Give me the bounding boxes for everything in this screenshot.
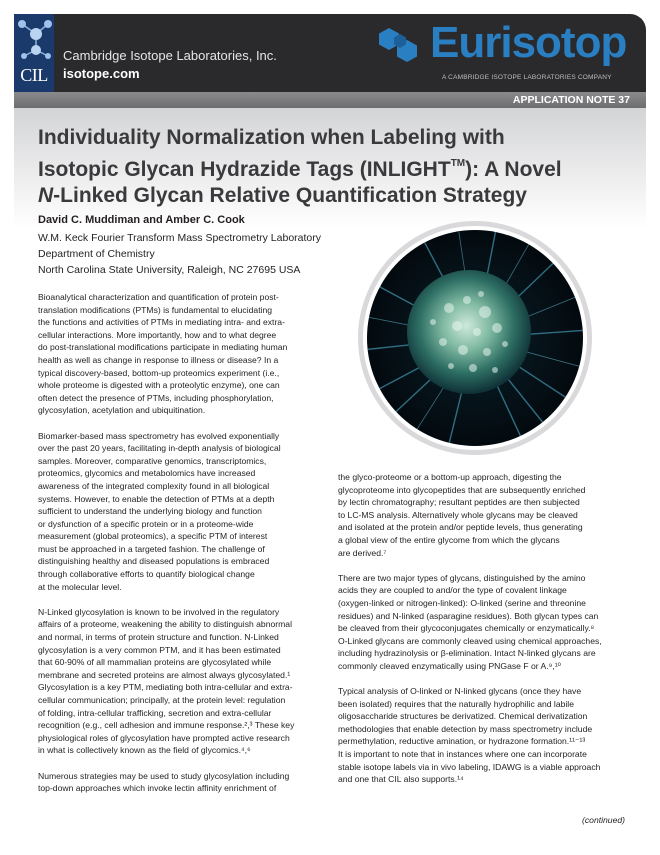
title-line-3-italic: N <box>38 184 54 207</box>
company-name: Cambridge Isotope Laboratories, Inc. <box>63 48 277 63</box>
affiliation-line: W.M. Keck Fourier Transform Mass Spectrometry Laboratory <box>38 232 321 244</box>
authors: David C. Muddiman and Amber C. Cook <box>38 214 245 226</box>
title-line-1: Individuality Normalization when Labeling with <box>38 126 505 149</box>
title-line-2-pre: Isotopic Glycan Hydrazide Tags (INLIGHT <box>38 158 451 181</box>
paragraph: N-Linked glycosylation is known to be involved in the regulatory affairs of a proteome, weakening the ability to distinguish abnormal and normal, in terms of protein structure and function. N-Linked glycosylation is a very common PTM, and it has been estimated that 60-90% of all mammalian proteins are glycosylated while membrane and secreted proteins are almost always glycosylated.¹ Glycosylation is a key PTM, mediating both intra-cellular and extra- cellular communication; principally, at the protein level: regulation of folding, intra-cellular trafficking, secretion and extra-cellular recognition (e.g., cell adhesion and immune response.²,³ These key physiological roles of glycosylation have prompted active research in what is collectively known as the field of glycomics.⁴,⁶ <box>38 606 295 756</box>
paragraph: Bioanalytical characterization and quantification of protein post- translation modifications (PTMs) is fundamental to elucidating the functions and activities of PTMs in mediating intra- and extra- cellular interactions. More importantly, how and to what degree do post-translational modifications participate in mediating human health as well as change in response to illness or disease? In a typical discovery-based, bottom-up proteomics experiment (i.e., whole proteome is digested with a proteolytic enzyme), one can often detect the presence of PTMs, including phosphorylation, glycosylation, acetylation and ubiquitination. <box>38 292 288 416</box>
paragraph: Numerous strategies may be used to study glycosylation including top-down approaches which invoke lectin affinity enrichment of <box>38 770 290 794</box>
molecule-icon <box>14 14 54 64</box>
cil-logo-text: CIL <box>20 65 48 85</box>
continued-label: (continued) <box>582 815 625 825</box>
application-note-bar <box>14 92 646 108</box>
affiliation-line: Department of Chemistry <box>38 248 155 260</box>
paragraph: Typical analysis of O-linked or N-linked glycans (once they have been isolated) requires that the naturally hydrophilic and labile oligosaccharide structures be derivatized. Chemical derivatization methodologies that enable detection by mass spectrometry include permethylation, reductive amination, or hydrazone formation.¹¹⁻¹³ It is important to note that in instances where one can incorporate stable isotope labels via in vivo labeling, IDAWG is a viable approach and one that CIL also supports.¹⁴ <box>338 686 601 785</box>
company-url[interactable]: isotope.com <box>63 66 140 81</box>
brand-name: Eurisotop <box>430 18 627 67</box>
affiliation-line: North Carolina State University, Raleigh, NC 27695 USA <box>38 264 301 276</box>
page-header <box>14 14 646 92</box>
paragraph: There are two major types of glycans, distinguished by the amino acids they are coupled to and/or the type of covalent linkage (oxygen-linked or nitrogen-linked): O-linked (serine and threonine residues) and N-linked (asparagine residues). Both glycan types can be cleaved from their glycoconjugates chemically or enzymatically.⁸ O-Linked glycans are commonly cleaved using chemical approaches, including hydrazinolysis or β-elimination. Intact N-linked glycans are commonly cleaved enzymatically using PNGase F or A.⁹,¹⁰ <box>338 572 602 671</box>
paragraph: the glyco-proteome or a bottom-up approach, digesting the glycoproteome into glycopeptides that are subsequently enriched by lectin chromatography; resultant peptides are then subjected to LC-MS analysis. Alternatively whole glycans may be cleaved and isolated at the protein and/or peptide levels, thus generating a global view of the entire glycome from which the glycans are derived.⁷ <box>338 472 586 558</box>
body-column-right <box>338 471 634 798</box>
body-column-left <box>38 291 328 807</box>
eurisotop-logo <box>376 18 638 90</box>
hexagon-icon <box>376 26 428 66</box>
application-note-label: APPLICATION NOTE 37 <box>512 94 630 106</box>
paragraph: Biomarker-based mass spectrometry has evolved exponentially over the past 20 years, facilitating in-depth analysis of biological samples. Moreover, comparative genomics, transcriptomics, proteomics, glycomics and metabolomics have increased awareness of the integrated complexity found in all biological systems. However, to enable the detection of PTMs at a depth sufficient to understand the underlying biology and function or dysfunction of a specific protein or in a proteome-wide measurement (global proteomics), a specific PTM of interest must be approached in a targeted fashion. The challenge of distinguishing healthy and diseased populations is embraced through collaborative efforts to quantify biological change at the molecular level. <box>38 430 281 592</box>
cell-illustration <box>357 220 593 456</box>
title-line-2-post: ): A Novel <box>465 158 562 181</box>
affiliation <box>38 230 321 278</box>
title-line-3-post: -Linked Glycan Relative Quantification Strategy <box>53 184 527 207</box>
page-title <box>38 125 618 209</box>
trademark-symbol: TM <box>450 158 466 169</box>
cil-logo <box>14 14 54 92</box>
brand-tagline: A CAMBRIDGE ISOTOPE LABORATORIES COMPANY <box>442 74 612 81</box>
